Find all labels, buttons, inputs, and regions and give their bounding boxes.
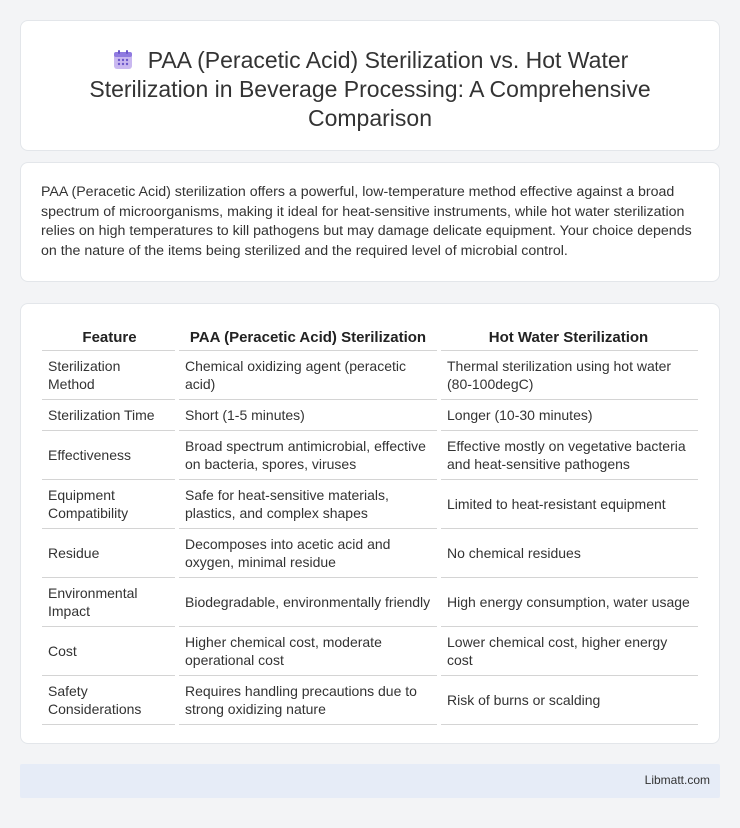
hot-water-cell: High energy consumption, water usage: [439, 577, 698, 626]
title-card: [20, 20, 720, 151]
table-row: [42, 350, 698, 399]
feature-cell: Environmental Impact: [42, 577, 177, 626]
table-row: [42, 479, 698, 528]
paa-cell: Higher chemical cost, moderate operational cost: [177, 626, 439, 675]
feature-cell: Cost: [42, 626, 177, 675]
paa-cell: Broad spectrum antimicrobial, effective on bacteria, spores, viruses: [177, 430, 439, 479]
header-feature: Feature: [42, 324, 177, 350]
feature-cell: Sterilization Time: [42, 399, 177, 430]
table-row: [42, 626, 698, 675]
footer-brand[interactable]: Libmatt.com: [644, 773, 710, 787]
paa-cell: Decomposes into acetic acid and oxygen, minimal residue: [177, 528, 439, 577]
hot-water-cell: Thermal sterilization using hot water (80-100degC): [439, 350, 698, 399]
intro-paragraph: PAA (Peracetic Acid) sterilization offers a powerful, low-temperature method effective against a broad spectrum of microorganisms, making it ideal for heat-sensitive instruments, while hot water sterilization relies on high temperatures to kill pathogens but may damage delicate equipment. Your choice depends on the nature of the items being sterilized and the required level of microbial control.: [41, 184, 692, 259]
table-row: [42, 675, 698, 724]
feature-cell: Sterilization Method: [42, 350, 177, 399]
table-row: [42, 528, 698, 577]
paa-cell: Biodegradable, environmentally friendly: [177, 577, 439, 626]
feature-cell: Residue: [42, 528, 177, 577]
table-row: [42, 399, 698, 430]
hot-water-cell: Effective mostly on vegetative bacteria and heat-sensitive pathogens: [439, 430, 698, 479]
footer: [20, 764, 720, 798]
table-header-row: [42, 324, 698, 350]
paa-cell: Short (1-5 minutes): [177, 399, 439, 430]
hot-water-cell: Lower chemical cost, higher energy cost: [439, 626, 698, 675]
paa-cell: Chemical oxidizing agent (peracetic acid): [177, 350, 439, 399]
table-row: [42, 577, 698, 626]
page-title: [21, 46, 719, 133]
header-hot-water: Hot Water Sterilization: [439, 324, 698, 350]
comparison-table: [42, 324, 698, 725]
feature-cell: Safety Considerations: [42, 675, 177, 724]
paa-cell: Safe for heat-sensitive materials, plastics, and complex shapes: [177, 479, 439, 528]
paa-cell: Requires handling precautions due to strong oxidizing nature: [177, 675, 439, 724]
calendar-grid-icon: [112, 49, 134, 71]
comparison-card: [20, 303, 720, 744]
feature-cell: Effectiveness: [42, 430, 177, 479]
feature-cell: Equipment Compatibility: [42, 479, 177, 528]
intro-card: [20, 162, 720, 282]
header-paa: PAA (Peracetic Acid) Sterilization: [177, 324, 439, 350]
hot-water-cell: Limited to heat-resistant equipment: [439, 479, 698, 528]
page-title-text: PAA (Peracetic Acid) Sterilization vs. Hot Water Sterilization in Beverage Processing: A Comprehensive Comparison: [89, 47, 651, 131]
table-row: [42, 430, 698, 479]
hot-water-cell: Risk of burns or scalding: [439, 675, 698, 724]
hot-water-cell: Longer (10-30 minutes): [439, 399, 698, 430]
hot-water-cell: No chemical residues: [439, 528, 698, 577]
